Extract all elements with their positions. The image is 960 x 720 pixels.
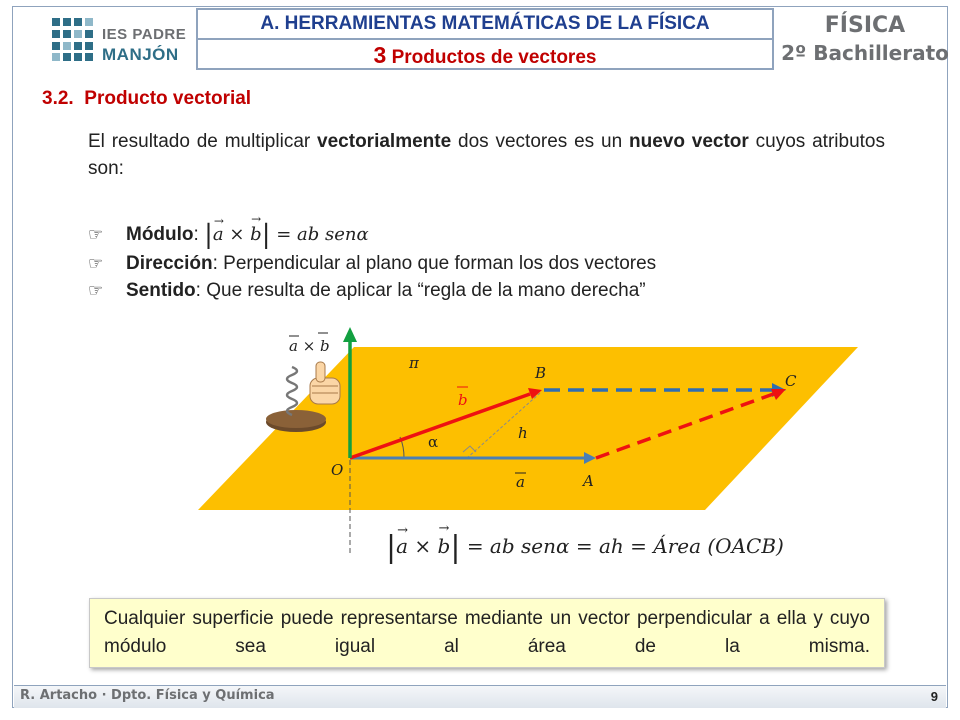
pointing-hand-icon: ☞ [88,225,104,244]
area-formula-rhs: = ab senα = ah = Área (OACB) [466,534,784,558]
normal-vector-head [343,327,357,342]
footer-bar [14,685,946,708]
label-pi: π [409,354,419,372]
subtitle-text: Productos de vectores [391,47,597,68]
modulo-label: Módulo [126,224,194,245]
modulo-formula-rhs: = ab senα [276,224,369,245]
label-o: O [331,461,344,479]
label-C: C [785,372,797,390]
intro-text-1: El resultado de multiplicar [88,131,318,152]
section-title: Producto vectorial [84,88,252,109]
modulo-formula: |a → × b → | = ab senα [204,212,369,250]
pointing-hand-icon: ☞ [88,281,104,300]
sentido-text: : Que resulta de aplicar la “regla de la mano derecha” [195,280,646,301]
bullet-modulo: ☞ Módulo: |a → × b → | = ab senα [88,212,369,250]
label-h: h [518,424,528,442]
logo-text-line2: MANJÓN [102,45,179,64]
section-number: 3.2. [42,88,74,109]
footer-author: R. Artacho · Dpto. Física y Química [20,688,275,703]
intro-bold-2: nuevo vector [628,131,749,152]
pointing-hand-icon: ☞ [88,254,104,273]
label-A: A [583,472,594,490]
direccion-label: Dirección [126,253,213,274]
logo-text-line1: IES PADRE [102,26,187,43]
subtitle-number: 3 [373,42,387,68]
course-line1: FÍSICA [824,13,906,38]
course-line2: 2º Bachillerato [781,41,949,65]
header-title: A. HERRAMIENTAS MATEMÁTICAS DE LA FÍSICA [198,10,772,40]
label-b: b [458,391,468,409]
label-B: B [535,364,547,382]
intro-text-3: cuyos atributos son: [88,131,885,179]
label-product: a × b [289,337,330,355]
intro-text-2: dos vectores es un [451,131,629,152]
intro-bold-1: vectorialmente [317,131,452,152]
direccion-text: : Perpendicular al plano que forman los dos vectores [212,253,657,274]
page-number: 9 [930,689,938,704]
label-alpha: α [428,433,439,451]
label-a: a [516,473,525,491]
area-formula: |a → × b → | = ab senα = ah = Área (OACB) [386,521,784,565]
callout-box: Cualquier superficie puede representarse mediante un vector perpendicular a ella y cuyo módulo sea igual al área de la misma. [89,598,885,668]
sentido-label: Sentido [126,280,196,301]
